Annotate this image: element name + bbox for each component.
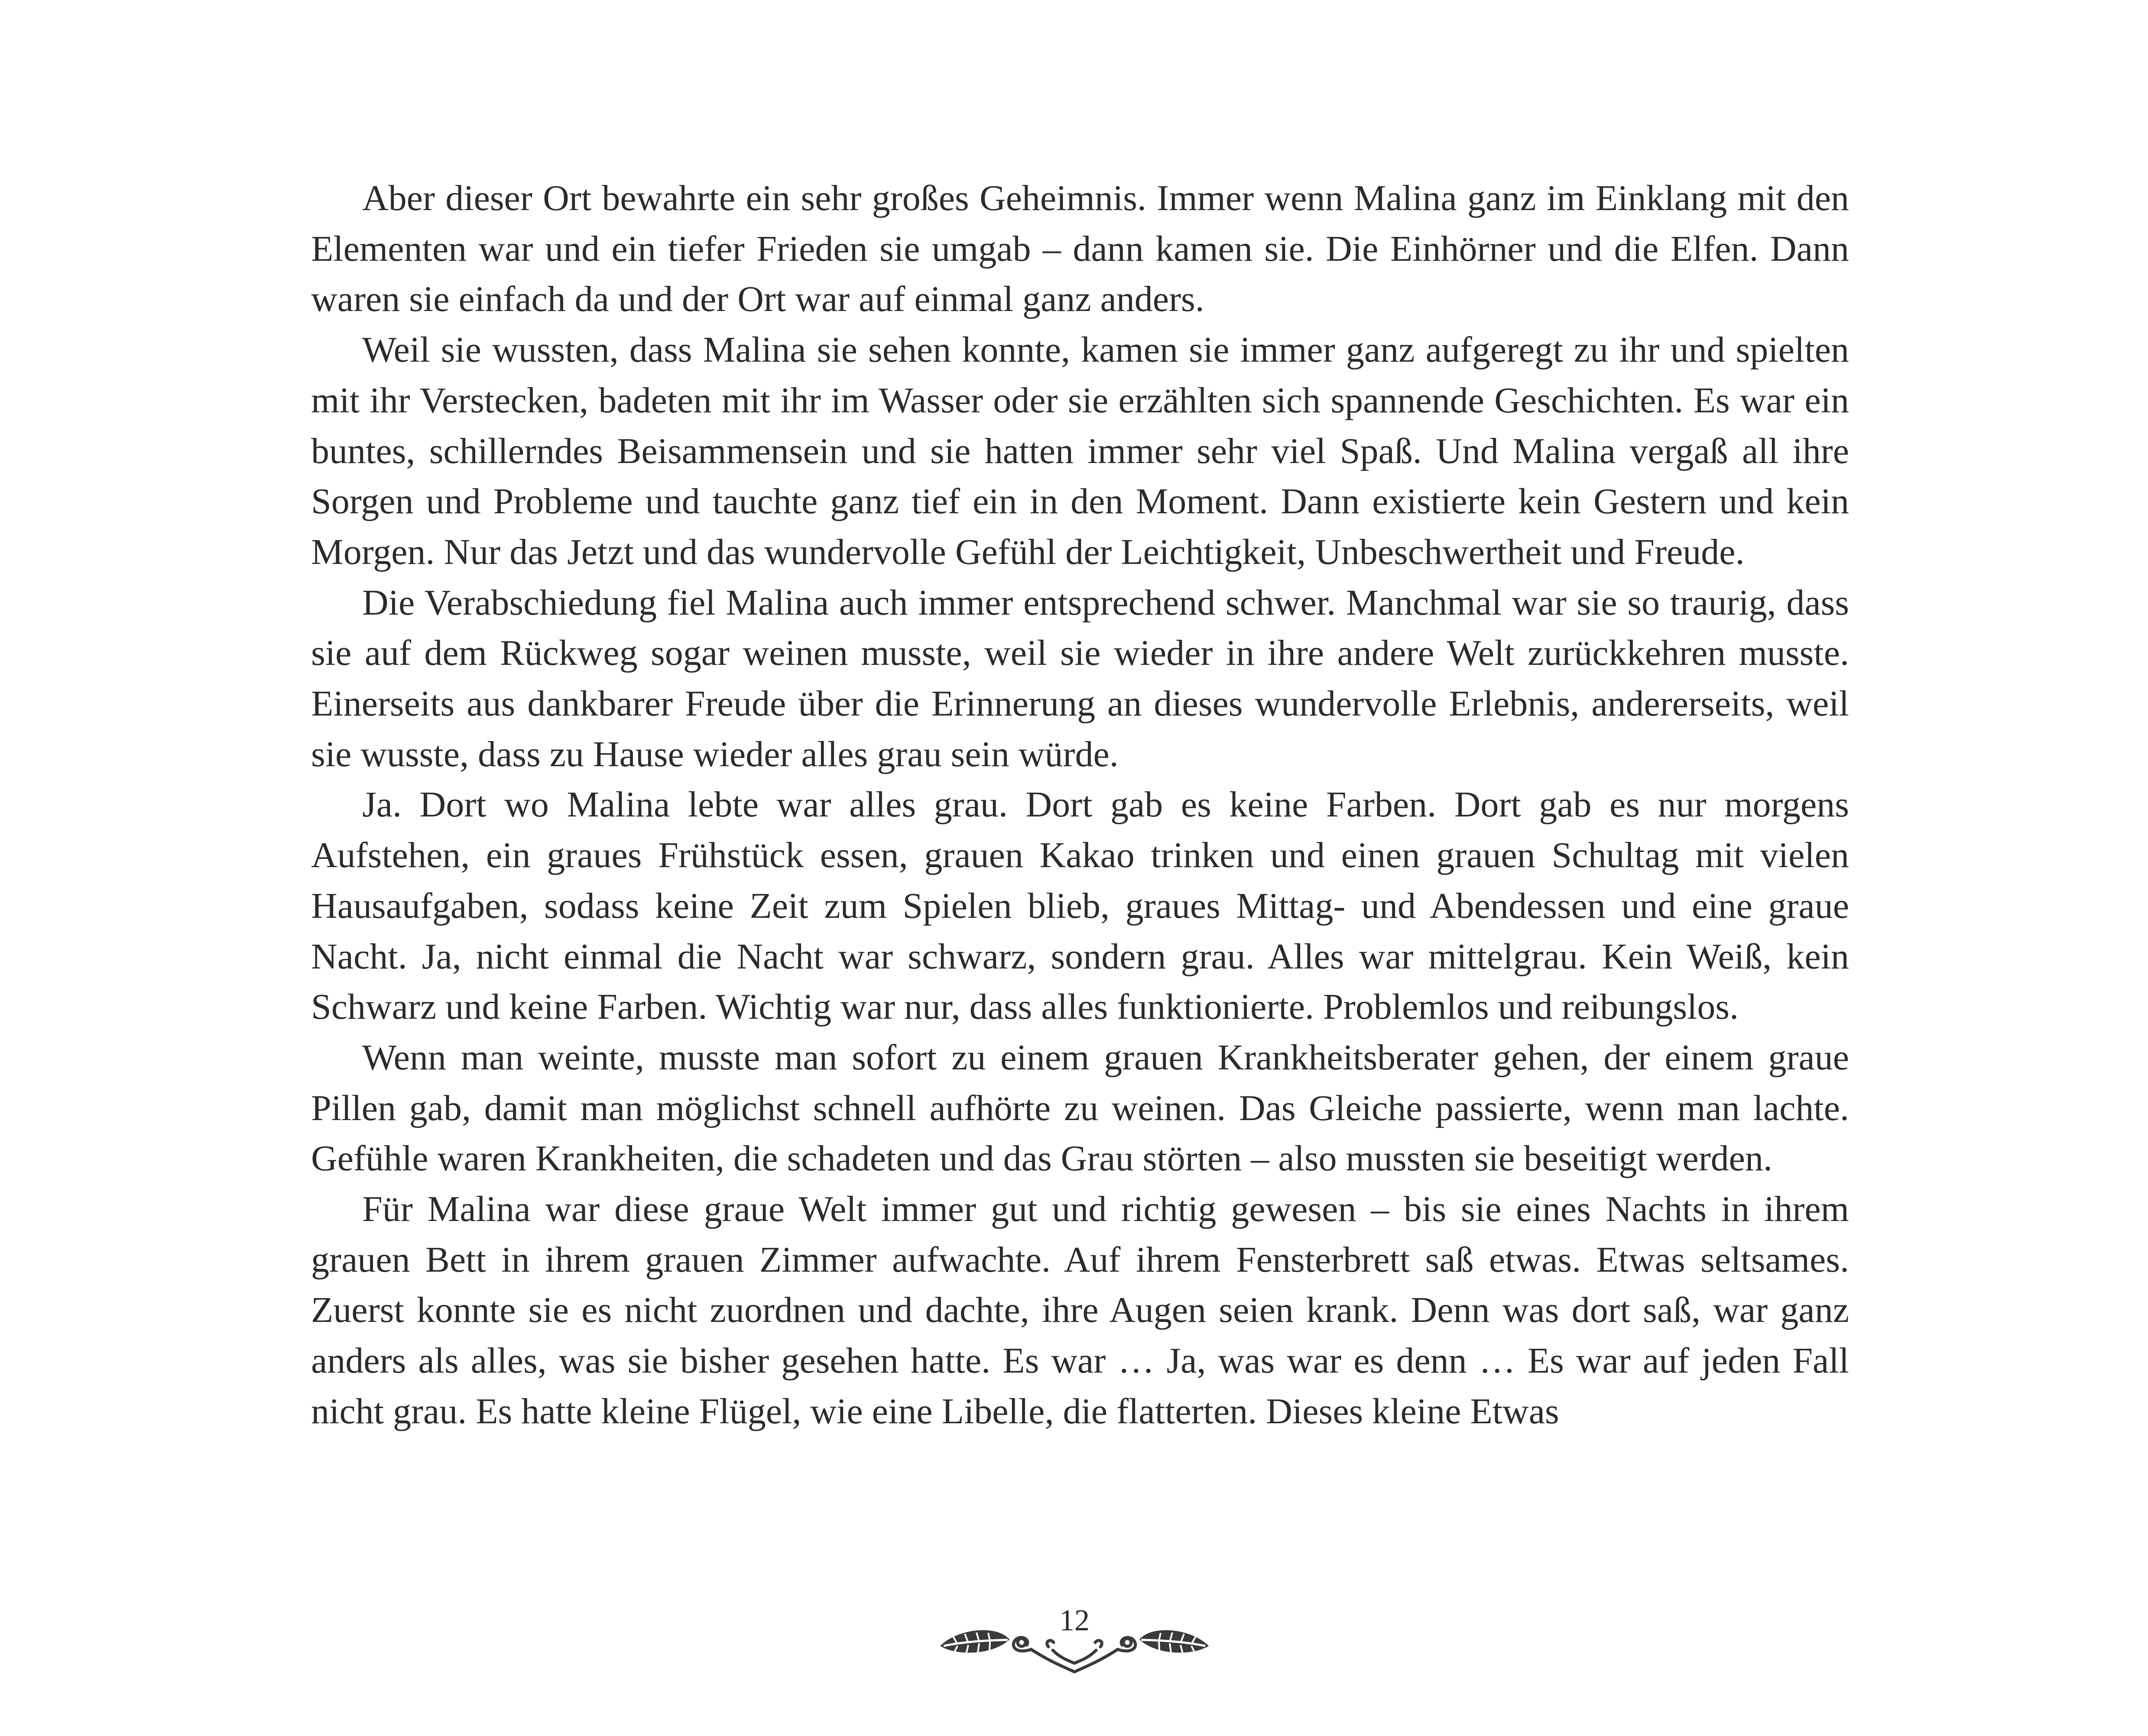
paragraph-5: Wenn man weinte, musste man sofort zu einem grauen Krankheitsberater gehen, der einem graue Pillen gab, damit man möglichst schnell aufhörte zu weinen. Das Gleiche passierte, wenn man lachte. Gefühle waren Krankheiten, die schadeten und das Grau störten – also mussten sie beseitigt werden. bbox=[311, 1037, 1849, 1179]
paragraph-6: Für Malina war diese graue Welt immer gut und richtig gewesen – bis sie eines Nachts in ihrem grauen Bett in ihrem grauen Zimmer aufwachte. Auf ihrem Fensterbrett saß etwas. Etwas seltsames. Zuerst konnte sie es nicht zuordnen und dachte, ihre Augen seien krank. Denn was dort saß, war ganz anders als alles, was sie bisher gesehen hatte. Es war … Ja, was war es denn … Es war auf jeden Fall nicht grau. Es hatte kleine Flügel, wie eine Libelle, die flatterten. Dieses kleine Etwas bbox=[311, 1189, 1849, 1432]
page-number: 12 bbox=[1059, 1604, 1090, 1637]
paragraph-4: Ja. Dort wo Malina lebte war alles grau. Dort gab es keine Farben. Dort gab es nur morgens Aufstehen, ein graues Frühstück essen, grauen Kakao trinken und einen grauen Schultag mit vielen Hausaufgaben, sodass keine Zeit zum Spielen blieb, graues Mittag- und Abendessen und eine graue Nacht. Ja, nicht einmal die Nacht war schwarz, sondern grau. Alles war mittelgrau. Kein Weiß, kein Schwarz und keine Farben. Wichtig war nur, dass alles funktionierte. Problemlos und reibungslos. bbox=[311, 784, 1849, 1027]
paragraph-2: Weil sie wussten, dass Malina sie sehen konnte, kamen sie immer ganz aufgeregt zu ihr und spielten mit ihr Verstecken, badeten mit ihr im Wasser oder sie erzählten sich spannende Geschichten. Es war ein buntes, schillerndes Beisammensein und sie hatten immer sehr viel Spaß. Und Malina vergaß all ihre Sorgen und Probleme und tauchte ganz tief ein in den Moment. Dann existierte kein Gestern und kein Morgen. Nur das Jetzt und das wundervolle Gefühl der Leichtigkeit, Unbeschwertheit und Freude. bbox=[311, 330, 1849, 572]
paragraph-1: Aber dieser Ort bewahrte ein sehr großes Geheimnis. Immer wenn Malina ganz im Einklang mit den Elementen war und ein tiefer Frieden sie umgab – dann kamen sie. Die Einhörner und die Elfen. Dann waren sie einfach da und der Ort war auf einmal ganz anders. bbox=[311, 178, 1849, 320]
body-text bbox=[311, 173, 1849, 1437]
paragraph-3: Die Verabschiedung fiel Malina auch immer entsprechend schwer. Manchmal war sie so traurig, dass sie auf dem Rückweg sogar weinen musste, weil sie wieder in ihre andere Welt zurückkehren musste. Einerseits aus dankbarer Freude über die Erinnerung an dieses wundervolle Erlebnis, andererseits, weil sie wusste, dass zu Hause wieder alles grau sein würde. bbox=[311, 582, 1849, 774]
page-footer bbox=[923, 1598, 1226, 1676]
